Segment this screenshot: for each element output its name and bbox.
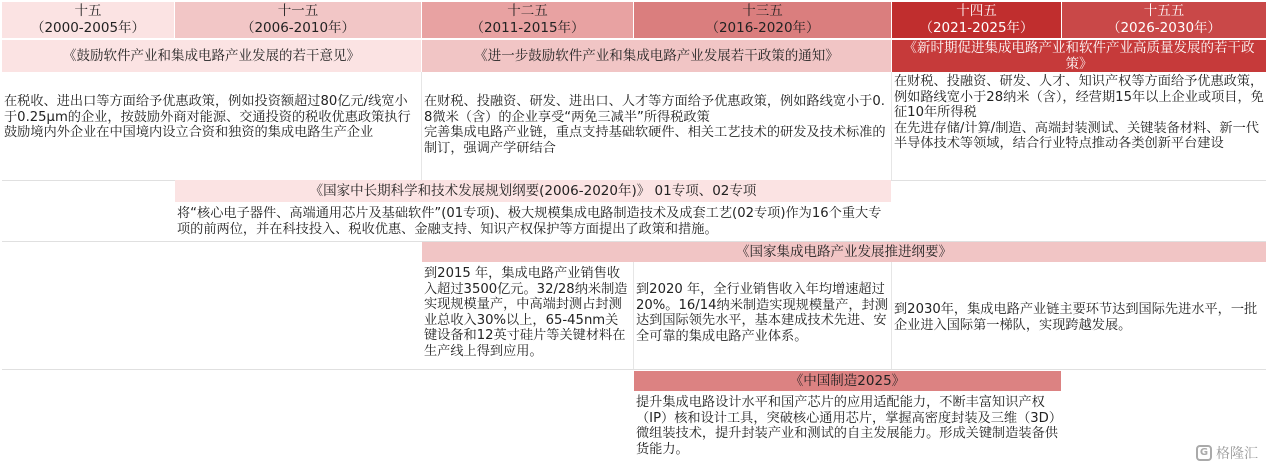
period-name: 十二五 [507,3,548,19]
policy-title-2015: 《中国制造2025》 [634,371,1061,391]
period-name: 十五 [74,3,102,19]
period-name: 十三五 [742,3,783,19]
period-years: （2016-2020年） [705,20,820,36]
row-divider [2,369,1266,370]
period-header-11th [175,2,421,38]
period-name: 十五五 [1143,3,1185,19]
policy-text-2015-made-in-china: 提升集成电路设计水平和国产芯片的应用适配能力，不断丰富知识产权（IP）核和设计工具，突破核心通用芯片，掌握高密度封装及三维（3D）微组装技术，提升封装产业和测试的自主发展能力。形成关键制造装备供货能力。 [636,395,1058,457]
policy-text-2006: 将“核心电子器件、高端通用芯片及基础软件”(01专项)、极大规模集成电路制造技术及成套工艺(02专项)作为16个重大专项的前两位，并在科技投入、税收优惠、金融支持、知识产权保护等方面提出了政策和措施。 [177,206,882,237]
period-header-13th [634,2,891,38]
column-divider [891,262,892,369]
policy-text-2015: 到2015 年，集成电路产业销售收入超过3500亿元。32/28纳米制造实现规模量产，中高端封测占封测业总收入30%以上，65-45nm关键设备和12英寸硅片等关键材料在生产线上得到应用。 [424,266,628,359]
period-header-12th [422,2,633,38]
policy-title-2000: 《鼓励软件产业和集成电路产业发展的若干意见》 [2,40,421,72]
period-years: （2021-2025年） [919,20,1034,36]
brand-logo-icon: G [1196,445,1212,461]
period-name: 十一五 [277,3,319,19]
policy-text-2020-target: 到2020 年，全行业销售收入年均增速超过20%。16/14纳米制造实现规模量产，封测达到国际领先水平，基本建成技术先进、安全可靠的集成电路产业体系。 [636,282,888,344]
policy-text-2030-target: 到2030年，集成电路产业链主要环节达到国际先进水平，一批企业进入国际第一梯队，实现跨越发展。 [894,302,1258,333]
period-years: （2000-2005年） [30,20,146,36]
period-years: （2006-2010年） [240,20,356,36]
period-header-15th [1062,2,1266,38]
policy-title-2011: 《进一步鼓励软件产业和集成电路产业发展若干政策的通知》 [422,40,891,72]
period-name: 十四五 [956,3,997,19]
watermark-text: 格隆汇 [1216,446,1258,462]
watermark [1196,442,1266,464]
period-years: （2011-2015年） [470,20,585,36]
period-years: （2026-2030年） [1106,20,1222,36]
policy-title-2006: 《国家中长期科学和技术发展规划纲要(2006-2020年)》 01专项、02专项 [175,180,891,202]
policy-text-2020: 在财税、投融资、研发、人才、知识产权等方面给予优惠政策，例如路线宽小于28纳米（含），经营期15年以上企业或项目，免征10年所得税 在先进存储/计算/制造、高端封装测试、关键装备材料、新一代半导体技术等领域，结合行业特点推动各类创新平台建设 [894,74,1264,152]
policy-title-2014: 《国家集成电路产业发展推进纲要》 [422,242,1266,262]
policy-text-2000: 在税收、进出口等方面给予优惠政策，例如投资额超过80亿元/线宽小于0.25μm的企业，按鼓励外商对能源、交通投资的税收优惠政策执行 鼓励境内外企业在中国境内设立合资和独资的集成电路生产企业 [4,94,411,141]
policy-text-2011: 在财税、投融资、研发、进出口、人才等方面给予优惠政策，例如路线宽小于0.8微米（含）的企业享受“两免三减半”所得税政策 完善集成电路产业链，重点支持基础软硬件、相关工艺技术的研发及技术标准的制订，强调产学研结合 [424,94,886,156]
period-header-14th [892,2,1061,38]
policy-title-2020: 《新时期促进集成电路产业和软件产业高质量发展的若干政策》 [892,40,1266,72]
column-divider [421,72,422,180]
column-divider [633,262,634,369]
column-divider [891,72,892,180]
period-header-10th [2,2,174,38]
